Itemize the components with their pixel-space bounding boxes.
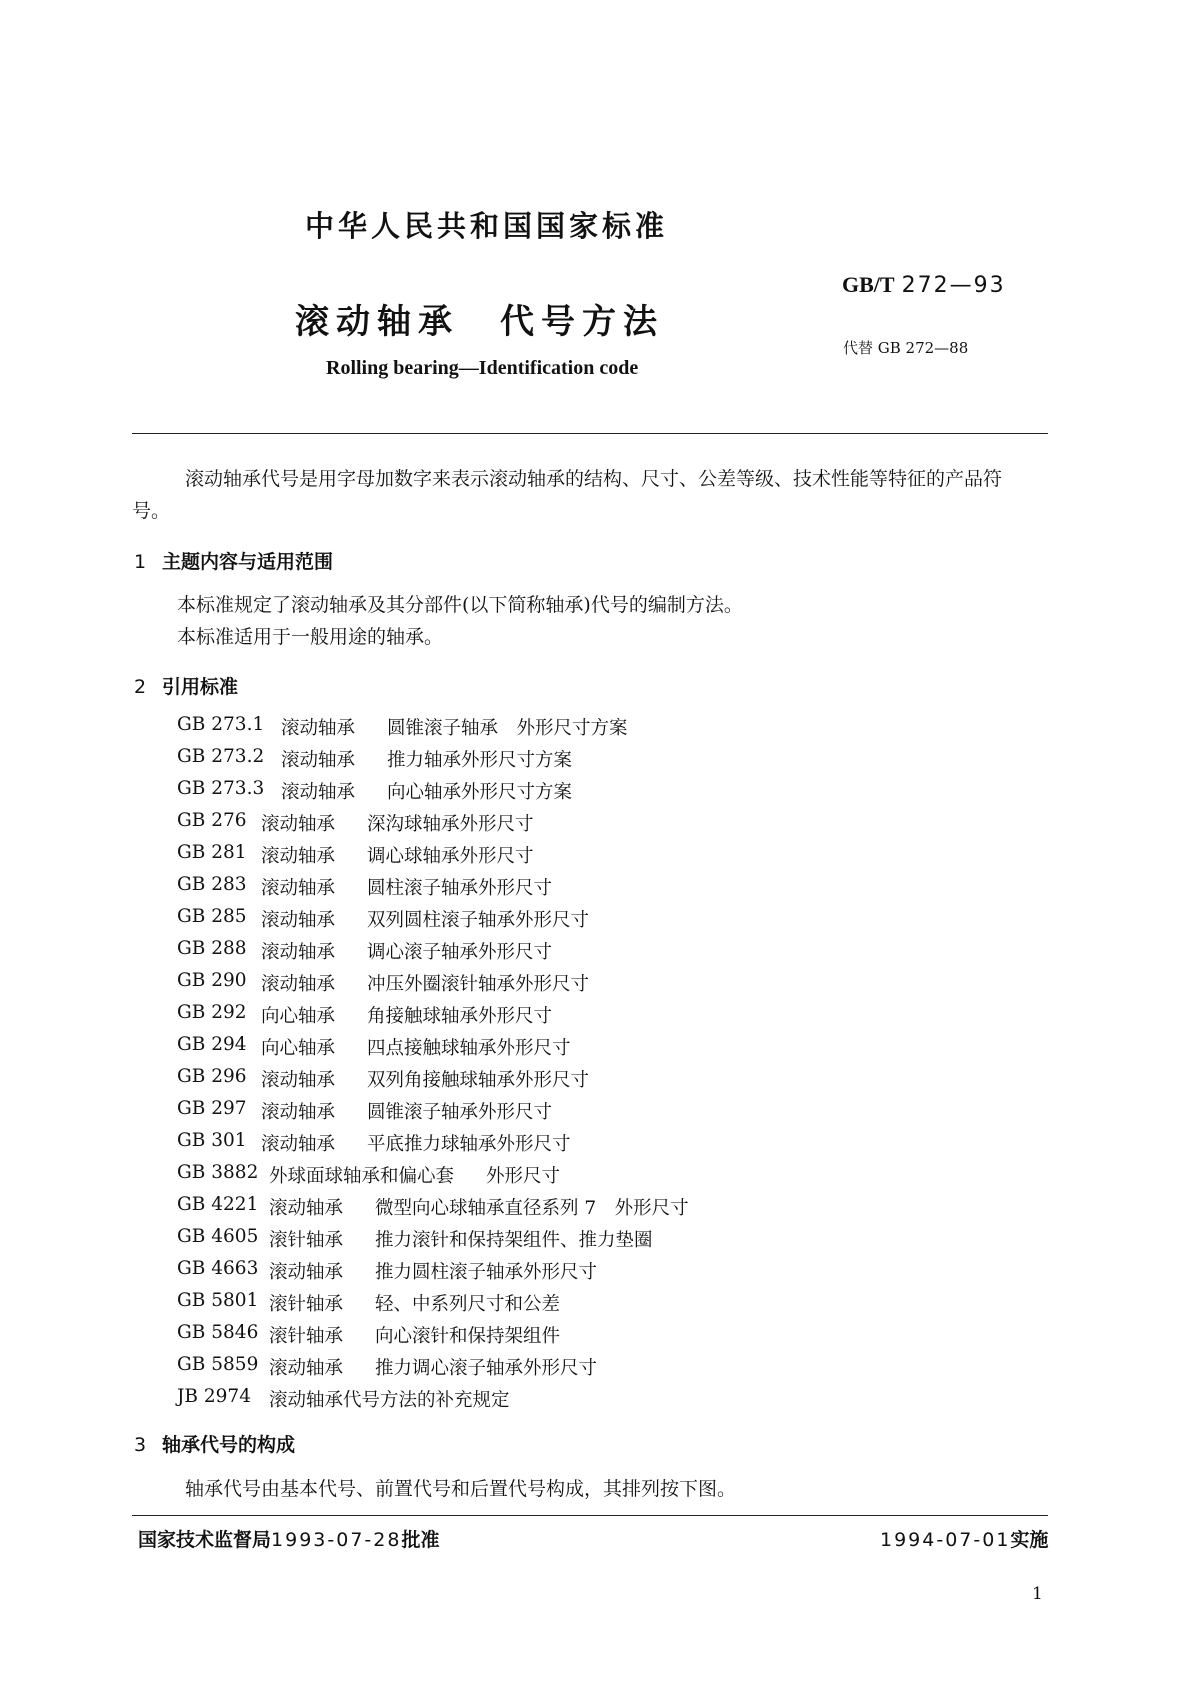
reference-code: GB 292	[177, 1002, 247, 1023]
footer-divider	[132, 1515, 1048, 1516]
reference-item	[177, 746, 689, 778]
reference-title: 向心滚针和保持架组件	[375, 1326, 561, 1347]
reference-title: 推力滚针和保持架组件、推力垫圈	[375, 1230, 653, 1251]
reference-code: GB 273.2	[177, 746, 265, 767]
section-title: 主题内容与适用范围	[162, 551, 334, 573]
reference-title: 外形尺寸	[486, 1166, 561, 1187]
section-title: 轴承代号的构成	[162, 1434, 296, 1456]
reference-category: 滚动轴承	[261, 1102, 336, 1123]
standard-number-value: 272—93	[901, 273, 1006, 298]
intro-paragraph-line-2: 号。	[132, 500, 171, 522]
reference-code: GB 288	[177, 938, 247, 959]
reference-code: GB 290	[177, 970, 247, 991]
reference-category: 滚动轴承	[261, 910, 336, 931]
reference-title: 四点接触球轴承外形尺寸	[367, 1038, 571, 1059]
approval-date: 1993-07-28	[271, 1529, 402, 1551]
reference-item	[177, 906, 689, 938]
reference-category: 滚动轴承	[261, 1134, 336, 1155]
approval-label: 批准	[401, 1529, 440, 1551]
reference-code: GB 276	[177, 810, 247, 831]
issuer: 国家技术监督局	[138, 1529, 272, 1551]
reference-category: 滚动轴承	[269, 1198, 344, 1219]
approval-statement	[138, 1525, 439, 1552]
reference-code: GB 273.3	[177, 778, 265, 799]
reference-title: 双列角接触球轴承外形尺寸	[367, 1070, 590, 1091]
english-title: Rolling bearing—Identification code	[326, 357, 639, 379]
section-number: 1	[134, 551, 147, 573]
reference-category: 滚针轴承	[269, 1326, 344, 1347]
reference-item	[177, 970, 689, 1002]
reference-item	[177, 1226, 689, 1258]
reference-category: 滚动轴承	[281, 782, 356, 803]
referenced-standards-list	[177, 714, 689, 1418]
reference-title: 双列圆柱滚子轴承外形尺寸	[367, 910, 590, 931]
section-number: 3	[134, 1434, 147, 1456]
section-3-heading	[134, 1430, 295, 1457]
reference-item	[177, 1386, 689, 1418]
reference-category: 外球面球轴承和偏心套	[269, 1166, 455, 1187]
standard-prefix: GB/T	[842, 272, 895, 297]
national-standard-title: 中华人民共和国国家标准	[305, 209, 669, 243]
effective-date: 1994-07-01	[880, 1529, 1011, 1551]
reference-code: GB 297	[177, 1098, 247, 1119]
reference-item	[177, 778, 689, 810]
reference-category: 滚动轴承	[281, 750, 356, 771]
reference-code: GB 5801	[177, 1290, 259, 1311]
reference-title: 推力调心滚子轴承外形尺寸	[375, 1358, 598, 1379]
reference-code: GB 5846	[177, 1322, 259, 1343]
reference-code: GB 285	[177, 906, 247, 927]
reference-code: JB 2974	[177, 1386, 251, 1407]
reference-title: 圆锥滚子轴承外形尺寸	[367, 1102, 553, 1123]
reference-title: 微型向心球轴承直径系列 7 外形尺寸	[375, 1198, 689, 1219]
reference-title: 冲压外圈滚针轴承外形尺寸	[367, 974, 590, 995]
section-3-paragraph-1: 轴承代号由基本代号、前置代号和后置代号构成，其排列按下图。	[185, 1478, 737, 1500]
reference-code: GB 273.1	[177, 714, 265, 735]
reference-code: GB 294	[177, 1034, 247, 1055]
reference-item	[177, 1194, 689, 1226]
reference-item	[177, 1290, 689, 1322]
section-title: 引用标准	[162, 676, 239, 698]
reference-title: 调心滚子轴承外形尺寸	[367, 942, 553, 963]
reference-code: GB 301	[177, 1130, 247, 1151]
section-1-paragraph-2: 本标准适用于一般用途的轴承。	[177, 626, 444, 648]
reference-code: GB 4663	[177, 1258, 259, 1279]
reference-title: 调心球轴承外形尺寸	[367, 846, 534, 867]
reference-category: 滚动轴承	[261, 1070, 336, 1091]
reference-category: 滚动轴承代号方法的补充规定	[269, 1390, 510, 1411]
reference-title: 圆锥滚子轴承 外形尺寸方案	[387, 718, 628, 739]
reference-item	[177, 842, 689, 874]
reference-category: 滚动轴承	[261, 942, 336, 963]
effective-statement	[880, 1525, 1048, 1552]
reference-code: GB 296	[177, 1066, 247, 1087]
reference-item	[177, 938, 689, 970]
reference-category: 滚动轴承	[261, 814, 336, 835]
intro-paragraph-line-1: 滚动轴承代号是用字母加数字来表示滚动轴承的结构、尺寸、公差等级、技术性能等特征的产品符	[185, 468, 1003, 490]
reference-item	[177, 1130, 689, 1162]
reference-item	[177, 714, 689, 746]
reference-code: GB 4221	[177, 1194, 259, 1215]
section-1-heading	[134, 547, 333, 574]
reference-code: GB 5859	[177, 1354, 259, 1375]
reference-category: 滚动轴承	[281, 718, 356, 739]
document-title: 滚动轴承 代号方法	[295, 302, 664, 342]
reference-item	[177, 1034, 689, 1066]
reference-code: GB 3882	[177, 1162, 259, 1183]
reference-title: 推力圆柱滚子轴承外形尺寸	[375, 1262, 598, 1283]
reference-category: 滚动轴承	[261, 846, 336, 867]
section-2-heading	[134, 672, 238, 699]
reference-category: 向心轴承	[261, 1038, 336, 1059]
reference-item	[177, 874, 689, 906]
reference-category: 滚动轴承	[269, 1262, 344, 1283]
reference-category: 滚动轴承	[261, 974, 336, 995]
reference-title: 轻、中系列尺寸和公差	[375, 1294, 561, 1315]
reference-title: 向心轴承外形尺寸方案	[387, 782, 573, 803]
reference-title: 平底推力球轴承外形尺寸	[367, 1134, 571, 1155]
reference-item	[177, 1322, 689, 1354]
reference-category: 滚针轴承	[269, 1230, 344, 1251]
section-1-paragraph-1: 本标准规定了滚动轴承及其分部件(以下简称轴承)代号的编制方法。	[177, 594, 743, 616]
reference-item	[177, 1066, 689, 1098]
reference-item	[177, 1354, 689, 1386]
reference-category: 滚动轴承	[269, 1358, 344, 1379]
reference-code: GB 283	[177, 874, 247, 895]
reference-item	[177, 810, 689, 842]
reference-code: GB 4605	[177, 1226, 259, 1247]
reference-code: GB 281	[177, 842, 247, 863]
reference-title: 深沟球轴承外形尺寸	[367, 814, 534, 835]
replaces-note: 代替 GB 272—88	[843, 339, 969, 357]
reference-category: 滚动轴承	[261, 878, 336, 899]
reference-title: 推力轴承外形尺寸方案	[387, 750, 573, 771]
header-divider	[132, 433, 1048, 434]
reference-title: 角接触球轴承外形尺寸	[367, 1006, 553, 1027]
effective-label: 实施	[1010, 1529, 1049, 1551]
reference-item	[177, 1002, 689, 1034]
page-number: 1	[1032, 1584, 1043, 1604]
reference-category: 向心轴承	[261, 1006, 336, 1027]
reference-item	[177, 1162, 689, 1194]
reference-item	[177, 1258, 689, 1290]
reference-title: 圆柱滚子轴承外形尺寸	[367, 878, 553, 899]
section-number: 2	[134, 676, 147, 698]
reference-category: 滚针轴承	[269, 1294, 344, 1315]
reference-item	[177, 1098, 689, 1130]
standard-number	[842, 272, 1006, 298]
